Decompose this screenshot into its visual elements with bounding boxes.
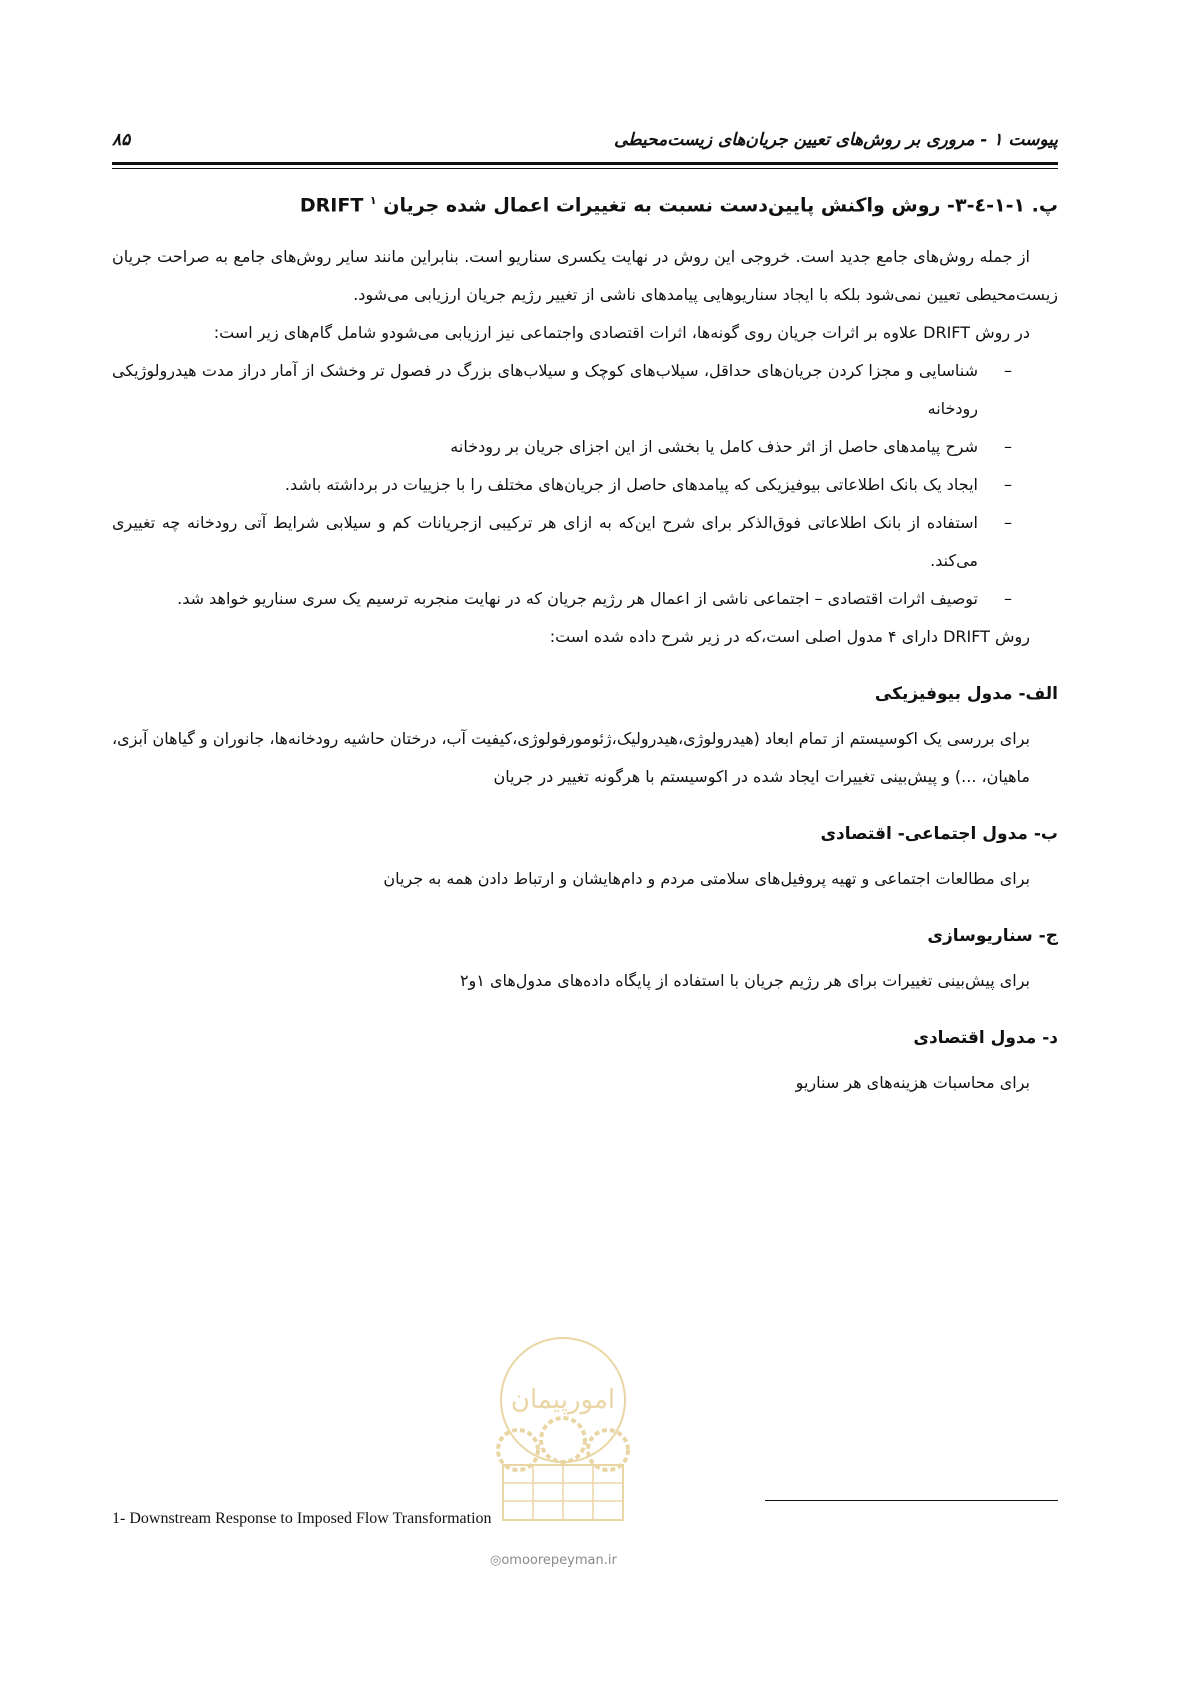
list-item-text: شناسایی و مجزا کردن جریان‌های حداقل، سیلاب‌های کوچک و سیلاب‌های بزرگ در فصول تر وخشک از آمار دراز مدت هیدرولوژیکی رودخانه: [112, 361, 978, 419]
modules-intro: روش DRIFT دارای ۴ مدول اصلی است،که در زیر شرح داده شده است:: [549, 627, 1030, 647]
steps-list: [112, 352, 1058, 618]
list-item-text: توصیف اثرات اقتصادی – اجتماعی ناشی از اعمال هر رژیم جریان که در نهایت منجربه ترسیم یک سری سناریو خواهد شد.: [177, 589, 978, 609]
paragraph-intro: از جمله روش‌های جامع جدید است. خروجی این روش در نهایت یکسری سناریو است. بنابراین مانند سایر روش‌های جامع به صراحت جریان زیست‌محیطی تعیین نمی‌شود بلکه با ایجاد سناریوهایی پیامدهای ناشی از تغییر رژیم جریان ارزیابی می‌شود.: [112, 247, 1058, 305]
module-title: د- مدول اقتصادی: [913, 1028, 1058, 1049]
bullet-dash: –: [1004, 589, 1012, 609]
watermark-logo: [488, 1330, 638, 1560]
list-item-text: ایجاد یک بانک اطلاعاتی بیوفیزیکی که پیامدهای حاصل از جریان‌های مختلف را با جزییات در برداشته باشد.: [284, 475, 978, 495]
module-text: برای محاسبات هزینه‌های هر سناریو: [795, 1073, 1030, 1093]
paragraph-drift: در روش DRIFT علاوه بر اثرات جریان روی گونه‌ها، اثرات اقتصادی واجتماعی نیز ارزیابی می‌شودو شامل گام‌های زیر است:: [213, 323, 1030, 343]
main-content: [112, 180, 1058, 1102]
header-rule-thin: [112, 168, 1058, 169]
watermark-url: [490, 1553, 617, 1568]
module-social-economic: [112, 814, 1058, 898]
module-scenario: [112, 916, 1058, 1000]
module-biophysical: [112, 674, 1058, 796]
list-item: [112, 466, 1058, 504]
module-title: ب- مدول اجتماعی- اقتصادی: [820, 824, 1058, 845]
running-header: [112, 130, 1058, 160]
bullet-dash: –: [1004, 475, 1012, 495]
list-item: [112, 580, 1058, 618]
list-item: [112, 428, 1058, 466]
globe-icon: ◎: [490, 1553, 502, 1568]
page-number: ۸۵: [112, 130, 131, 150]
gear-icon: [541, 1418, 585, 1462]
section-heading-text: پ. ۱-۱-٤-۳- روش واکنش پایین‌دست نسبت به تغییرات اعمال شده جریان DRIFT: [299, 194, 1058, 217]
module-text: برای بررسی یک اکوسیستم از تمام ابعاد (هیدرولوژی،هیدرولیک،ژئومورفولوژی،کیفیت آب، درختان حاشیه رودخانه‌ها، جانوران و گیاهان آبزی، ماهیان، ...) و پیش‌بینی تغییرات ایجاد شده در اکوسیستم با هرگونه تغییر در جریان: [112, 729, 1030, 787]
header-title: پیوست ۱ - مروری بر روش‌های تعیین جریان‌های زیست‌محیطی: [613, 130, 1058, 150]
list-item: [112, 352, 1058, 428]
watermark-url-text: omoorepeyman.ir: [501, 1553, 617, 1568]
bullet-dash: –: [1004, 361, 1012, 381]
list-item-text: استفاده از بانک اطلاعاتی فوق‌الذکر برای شرح این‌که به ازای هر ترکیبی ازجریانات کم و سیلابی شرایط آتی رودخانه چه تغییری می‌کند.: [112, 513, 978, 571]
section-heading: [112, 180, 1058, 226]
footnote-rule: [765, 1500, 1058, 1501]
module-title: الف- مدول بیوفیزیکی: [874, 684, 1058, 705]
header-rule-thick: [112, 162, 1058, 165]
module-text: برای مطالعات اجتماعی و تهیه پروفیل‌های سلامتی مردم و دام‌هایشان و ارتباط دادن همه به جریان: [383, 869, 1030, 889]
module-text: برای پیش‌بینی تغییرات برای هر رژیم جریان با استفاده از پایگاه داده‌های مدول‌های ۱و۲: [459, 971, 1030, 991]
footnote: 1- Downstream Response to Imposed Flow Transformation: [112, 1510, 492, 1527]
bullet-dash: –: [1004, 437, 1012, 457]
module-title: ج- سناریوسازی: [927, 926, 1058, 947]
footnote-mark: ۱: [369, 194, 377, 207]
watermark-logo-text: امورپیمان: [510, 1385, 616, 1415]
bullet-dash: –: [1004, 513, 1012, 533]
list-item: [112, 504, 1058, 580]
list-item-text: شرح پیامدهای حاصل از اثر حذف کامل یا بخشی از این اجزای جریان بر رودخانه: [450, 437, 978, 457]
module-economic: [112, 1018, 1058, 1102]
